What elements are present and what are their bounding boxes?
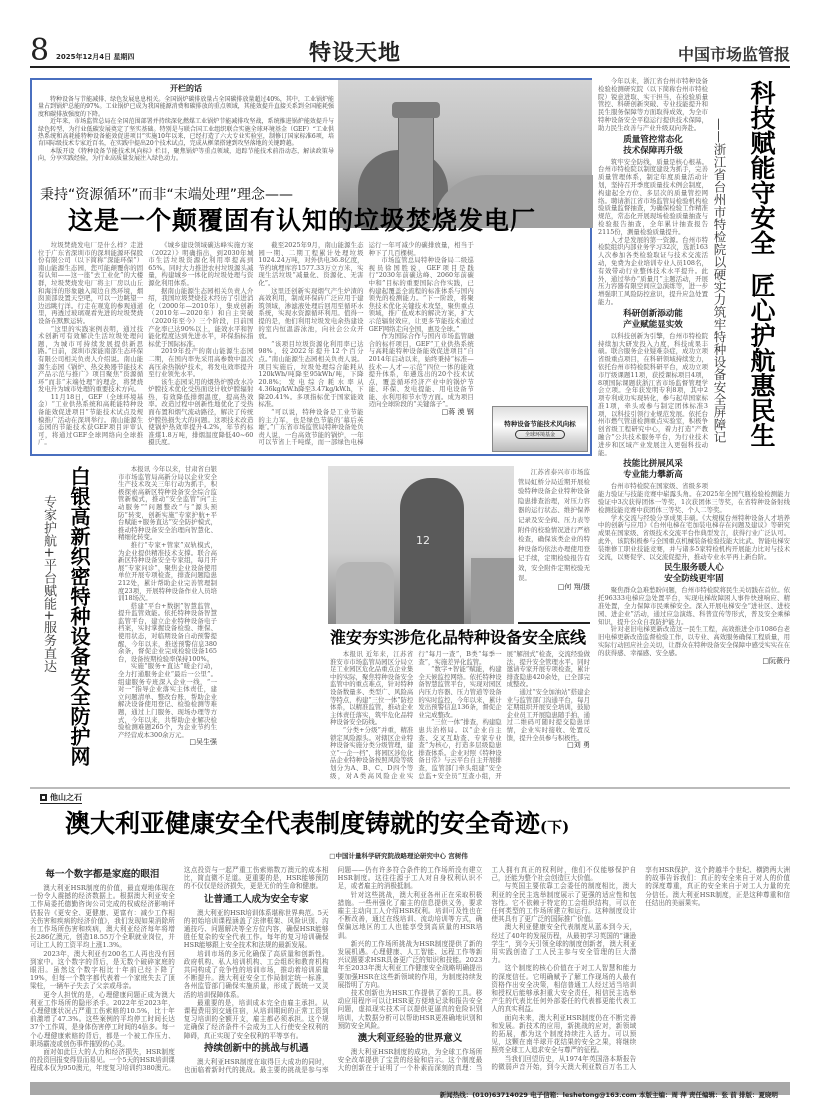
body-paragraph: 垃圾焚烧发电厂是什么样？走进位于广东省深圳市的深圳能源环保股份有限公司（以下简称“深能环保”）南山能源生态园，您可能颠覆你的固有认知——这一座“去工业化”的大楼群，垃圾焚烧发电厂将主厂房以山丘和海洋的形象融入周边自然环境，烟囱顶部设置天空吧，可以一边眺望一边远眺行洋。行走在观览的参观通道里，再透过玻璃观看先进的垃圾焚烧设备在默默运转。 [38,241,144,325]
body-paragraph: 该生态园采用的烟热炉膛改水冷炉膛技术优化受热面设计收炉膛辐射热，有效降低排烟温度，提高热效率。改造过程中创新性地优化了受热面布置和烟气流动路径，解决了传统炉膛热损失大的问题。这项技术改造使锅炉热效率提升4.2%，年节约标准煤1.8万吨，排烟温度降低40~60摄氏度。 [148,377,254,447]
body-paragraph: 面对如此巨大的人力和经济损失，HSR制度的投资回报变得显而易见。一个5天的HSR培训课程成本仅为950澳元，年度复习培训约380澳元。这点投资与一起严重工伤索赔数万澳元的成本相比，简直微不足道。更重要的是，HSR能够预防的不仅仅是经济损失，更是无价的生命和健康。 [30,866,329,1073]
caption-text: 江苏省泰兴市市场监管局虹桥分局近期开展检验特种设备企业特种设备隐患排查治理，对压力容器的运行状态、维护保养记录及安全阀、压力表等附件的校验情况进行严格检查，确保该类企业的特种设备均依法办理使用登记手续，定期检验报告有效，安全附件定期校验无误。 [518,468,590,582]
body-paragraph: 通过“安全加油站”搭建企业与监管部门沟通平台，每月定期组织开展安全培训，鼓励企业员工开展隐患随手拍，通过二维码可随时提交隐患详情，企业实时接收、处置反馈，提升全员参与积极性。 [506,687,590,742]
page-header [30,33,790,68]
pressure-tank [400,478,464,624]
author-credit: □刘 勇 [567,741,590,750]
baiyin-body [118,466,322,782]
body-paragraph: 台州市特检院在国家级、省级多项能力验证与技能竞赛中崭露头角。在2025年全国气瓶检验检测能力验证中3次获得团体一等奖，1次获团体三等奖，在省特种设备射线检测技能竞赛中获团体三等奖、个人二等奖。 [598,482,790,514]
top-article [30,78,592,456]
article-headline: 这是一个颠覆固有认知的垃圾焚烧发电厂 [68,206,537,235]
huaian-headline: 淮安夯实涉危化品特种设备安全底线 [330,628,587,647]
body-paragraph: 以科技创新为引擎，台州市特检院持续加大研发投入力度，科技成果丰硕。联合服务企业疑难杂症，成功立项省级重点项目，在科研领域持续发力，依托台州市特检院科研平台，成功立项市厅级课题11项，获授课标项目4项，8项国际课题获浙江省市场监督管理学会立项。全年获发明专利8项，其中2项专利成功实现转化，参与起草国家标准1项，牵头或参与制定团体标准3项，以科技引领行业规范发展。依托台州市燃气管道检测重点实验室，积极争创省级工程研究中心，着力打造“产教融合”公共技术服务平台，为行业技术进步和区域产业发展注入更强科技动能。 [598,331,708,457]
body-paragraph: 面向未来，澳大利亚HSR制度仍在不断完善和发展。新技术的应用，新挑战的应对，新领域的拓展，都为这个制度持续注入活力。可以预见，这颗在南半球开花结果的安全之果，将继续照亮全球工人追求安全与尊严的征程。 [491,1013,637,1055]
byline: □中国计量科学研究院战略理论研究中心 宫树伟 [329,852,468,860]
inspection-photo [328,466,514,624]
body-paragraph: 这里还创新实现烟气产生炉渣的高效利用，制成环保砖广泛应用于建筑领域，渗滤液处理后回用至循环水系统，实现水资源循环利用。值得一提的是，他们利用垃圾发电余热建设的室内恒温游泳池，向社会公众开放。 [258,286,364,341]
body-paragraph: 本报讯 近年来，江苏省淮安市市场监管局园区分局立足工业园区危化品重点企业集中的实际，聚焦特种设备安全监管中的重点难点，针对特种设备数量多、类型广、风险高等特点，构建“三位一体”防控体系，以精准监管，推动企业主体责任落实，筑牢危化品特种设备安全防线。 [330,650,414,727]
body-paragraph: 针对这些挑战，澳大利亚各州正在采取积极措施。一些州强化了雇主的信息提供义务，要求雇主主动向工人介绍HSR权利。培训可及性也在不断改善，通过在线培训、流动培训等方式，确保偏远地区的工人也能享受到高质量的HSR培训。 [337,890,483,940]
body-paragraph: 据南山能源生态园相关负责人介绍，我国垃圾焚烧技术经历了引进消化（2000年—2010年）、集成创新（2010年—2020年）和自主突破（2020年至今）三个阶段，目前国产化率已达90%以上，能效水平和智能化程度达到先进水平，环保指标指标优于国际标准。 [148,286,254,348]
body-paragraph: 实施“服务+直达”暖企行动，全力打通服务企业“最后一公里”。组建服务专班深入企业一线，“一对一”指导企业落实主体责任，建立问题清单、整改台账，帮助企业解决设备使用登记、检验检测等难题，通过上门服务、现场办理等方式，今年以来，共帮助企业解决检验检测难题265个，为企业节约生产经营成本300余万元。 [118,662,217,739]
body-paragraph: 澳大利亚HSR制度的成功，为全球工作场所安全改革提供了宝贵的经验和启示。这个制度最大的创新在于证明了一个朴素而深刻的真理：当工人拥有真正的权利时，他们不仅能够保护自己，还能为整个社会创造巨大价值。 [337,866,637,1073]
body-paragraph: “分类+分级”并重，精准锁定风险源头。对辖区企业特种设备实施分类分级管理，建立“一企一档”，将园区涉危化品企业特种设备按照风险等级划分为A、B、C、D四个等级，对A类高风险企业实行“每月一查”，B类“每季一查”，实施差异化监管。 [330,650,502,780]
body-paragraph: 今年以来，浙江省台州市特种设备检验检测研究院（以下简称台州市特检院）锐意进取、实干担当，在检验质量管控、科研创新突破、专业技能提升和民生服务保障等方面取得成效，为全市特种设备安全平稳运行提供技术保障，助力民生改善与产业升级双向奔赴。 [598,77,708,132]
right-title-block [708,78,790,490]
baiyin-headline: 白银高新织密特种设备安全防护网 [67,466,91,766]
subheading: 技能比拼展风采 专业能力攀新高 [623,459,683,481]
body-paragraph: 作为国际合作与国内市场监管融合的标杆项目，GEF“工业供热系统与高耗能特种设备能效促进项目”自2014年启动以来，始终秉持“标准—技术—人才—示范”四位一体的能效提升体系，年遴选出的20个技术试点，覆盖循环经济产业中的锅炉节能、环保、发电提能、用电设备节能、水利用和节水等方面。成为项目迈向全球阶段的“关键落子”。 [368,332,474,409]
intro-title: 开栏的话 [170,84,202,93]
body-paragraph: 本报讯 今年以来，甘肃省白银市市场监管局高新分局以企业安全生产技术攻关三年行动为抓手，积极探索高新区特种设备安全综合监管新模式，推动“安全监管”向“主动服务”“问题整改”与“源头预防”转变，创新实施“专家护航+平台赋能+服务直达”安全防护模式，推动特种设备安全治理向智慧化、精细化转变。 [118,465,217,542]
subheading: 民生服务暖人心 安全防线更牢固 [664,563,724,585]
body-paragraph: 推行“专家+管家”双轨模式，为企业提供精准技术支撑。联合高新区特种设备安全专家组，每月开展“专家问诊”，聚焦企业设备使用单位开展专项检查，排查问题隐患212处，累计帮助企业完善管理制度23项，开展特种设备作业人员培训18场次。 [118,540,217,603]
body-paragraph: 11月18日，GEF（全球环境基金）“工业供热系统和高耗能特种设备能效促进项目”节能技术试点及规模推广活动在深圳举行。南山能源生态园的节能技术获GEF项目评审认可，将通过GEF全球网络向全球推广。 [38,392,144,447]
subheading: 澳大利亚经验的世界意义 [357,1033,463,1045]
section-title: 特设天地 [308,40,401,66]
body-paragraph: 2023年，澳大利亚有200名工人再也没有回到家中。这个数字的背后，是无数个破碎家庭的眼泪。虽然这个数字相比十年前已经下降了19%，但每一个数字都代表着一个家庭失去了顶梁柱，一辆车子失去了父亲或母亲。 [30,949,175,991]
body-paragraph: 澳大利亚HSR制度的价值，最直观地体现在一份令人震撼的经济数据上。根据澳大利亚安全工作局委托德勤咨询公司完成的权威经济影响评估报告《更安全、更健康、更富有：减少工作相关伤害和疾病的经济价值》，我们发现如果消除所有工作场所伤害和疾病，澳大利亚经济每年将增长286亿澳元，创造18.55万个全职就业岗位，并可让工人的工资平均上涨1.3%。 [30,884,175,950]
subheading: 科研创新添动能 产业赋能显实效 [623,308,683,330]
body-paragraph: “该项目垃圾资源化利用率已达98%，较2022年提升12个百分点。”南山能源生态园相关负责人说。项目实施后，垃圾处理综合能耗从120kWh/吨降至95kWh/吨，下降20.8%；发电综合耗水率从4.36kg/kW.h降至3.47kg/kW.h，下降20.41%。多项指标优于国家能效标准。 [258,339,364,409]
body-paragraph: 新兴的工作场所挑战为HSR制度提供了新的发展机遇。心理健康、人工智能、远程工作等新兴议题要求HSR具备更广泛的知识和技能。2023年至2033年澳大利亚工作健康安全战略明确提出要加强HSR在这些新领域的作用，为制度持续发展指明了方向。 [337,939,483,989]
section-divider [30,787,790,789]
right-headline: 科技赋能守安全 匠心护航惠民生 [747,80,776,448]
body-paragraph: 更令人担忧的是，心理健康问题正成为澳大利亚工作场所的隐形杀手。2022年至2023年，心理健康状况占严重工伤索赔的10.5%，比十年前激增了47.3%。这些案例的平均停工时间长达37个工作周，是身体伤害停工时间的4倍多。每一个心理健康索赔的背后，都是一个被工作压力、职场霸凌或创伤事件摧毁的心灵。 [30,990,175,1048]
body-paragraph: 搭建“平台+数据”智慧监管，提升监管效能。依托特种设备智慧监管平台，建立企业特种设备电子档案，实时掌握设备检验、维保、使用状态，对临期设备自动预警提醒，今年以来，推送预警信息380余条，督促企业完成检验设备165台，设备按期检验率保持100%。 [118,601,217,663]
body-paragraph: 人才是发展的第一资源。台州市特检院组织内部业务学习32次，选派163人次参加各类检验取证与技术交流活动，免费为企业培训专业人员108名，有效带动行业整体技术水平提升。此外，通过举办“质量月”主题活动，开展压力容器有限空间应急演练等，进一步增强职工风险防控意识，提升应急处置能力。 [598,235,708,306]
badge-subtitle: 全球环境基金 [515,430,565,439]
body-paragraph: 澳大利亚HSR制度在取得巨大成功的同时，也面临着新时代的挑战。最主要的挑战是参与率问题——仍有许多符合条件的工作场所没有建立HSR制度。这往往源于工人对自身权利认识不足，或者雇主的消极抵制。 [183,866,483,1075]
right-title-sub: ——浙江省台州市特检院以硬实力筑牢特种设备安全屏障记 [712,118,727,443]
body-paragraph: 截至2025年9月，南山能源生态园一期、二期工程累计处理垃圾1024.24万吨，对外供电36.8亿度，节约填埋库容1577.33万立方米，实现生活垃圾“减量化、资源化、无害化”。 [258,241,364,287]
body-paragraph: 澳大利亚的HSR培训体系堪称世界典范。5天的初始培训课程涵盖了法律框架、风险识别、沟通技巧、问题解决等全方位内容，确保HSR能够胜任复杂的安全代表工作。每年的复习培训确保HSR能够跟上安全技术和法规的最新发展。 [183,908,329,950]
issue-date: 2025年12月4日 星期四 [56,53,135,61]
footer-bar [30,1082,790,1099]
author-credit: □吴生强 [189,738,217,747]
body-paragraph: 市场监管总局特种设备局二级巡视员徐国胜说，GEF项目是践行“2030年前碳达峰、2060年前碳中和”目标的重要国际合作实践，已构建起覆盖全流程的标准体系与国内领先的检测能力。“下一阶段，将聚焦技术优化关键技术攻坚，聚焦重点领域，推广低成本的解决方案，扩大示范辐射效应，让更多节能技术通过GEF网络走向全国，惠及全球。” [368,256,474,333]
body-paragraph: 培训市场的多元化确保了高质量和创新性。政府机构、私人培训机构、工会组织和教育机构共同构成了竞争性的培训市场，推动着培训质量不断提升。澳大利亚安全工作局制定统一标准，各州监管部门确保实施质量，形成了既统一又灵活的培训保障体系。 [183,949,329,999]
intro-paragraph: 本版开设《特种设备节能技术风向标》栏目，聚焦锅炉等重点领域，追踪节能技术前沿动态，解读政策导向，分享实践经验，为行业高质量发展注入绿色动力。 [38,147,334,163]
headline-part: (下) [540,818,570,836]
column-tag [40,793,82,804]
bottom-body [30,866,790,1078]
author-credit: □蒋 漠 钢 [441,408,474,417]
body-paragraph: 澳大利亚健康安全代表制度从蓝本到今天，经过了40年的发展历程，从最初学习英国的“谦逊学生”，到今天引领全球的制度创新者，澳大利亚用实践创造了工人民主参与安全管理的巨大潜力。 [491,923,637,965]
headline-text: 澳大利亚健康安全代表制度铸就的安全奇迹 [65,809,541,838]
body-paragraph: 这个制度的核心价值在于对工人智慧和能力的深度信任。它明确赋予了解工作现场的人最有资格作出安全决策，相信普通工人经过适当培训和授权后能够承担重大安全责任，相信民主选举产生的代表比任何外部委任的代表都更能代表工人的真实利益。 [491,964,637,1014]
subheading: 每一个数字都是家庭的眼泪 [45,869,160,880]
badge-title: 特种设备节能技术风向标 [504,420,576,428]
body-paragraph: 2019年投产的南山能源生态园二期，在国内率先采用高参数中温次高压余热锅炉技术，将发电效率提升至行业领先水平。 [148,347,254,379]
huaian-body [330,651,590,784]
subheading: 持续创新中的挑战与机遇 [203,1042,309,1054]
body-paragraph: 筑牢安全防线，质量是核心根基。台州市特检院以制度建设为抓手，完善质量管理体系，制定年度质量活动计划，坚持召开季度质量技术例会制度，构建起全方位、多层次的质量管控网络。聘请浙江省市场监管局检验机构检验质量监督抽查，为确保检验工作精准规范，常态化开展现场检验质量抽查与检验报告抽查，全年累计抽查报告2115份，测量检验质量提升。 [598,157,708,236]
subheading: 质量管控常态化 技术保障再升级 [623,134,683,156]
tag-icon [40,794,47,801]
subheading: 让普通工人成为安全专家 [203,893,309,905]
paper-logo: 中国市场监管报 [677,45,790,64]
body-paragraph: “三位一体”排查，构建隐患共治格局。以“企业自主查、交叉互助查、专家专业查”为核心，打造多层级隐患排查体系。企业对照《特种设备日常》与云平台自主开展排查，监管部门牵头组建“安全总监+安全员”互查小组，开展“解剖式”检查，交流经验做法，提升安全管理水平。同时邀请专家开展专项检查，累计排查隐患420余处，已全部完成整改。 [418,650,590,780]
author-credit: □阮薇丹 [762,656,790,665]
intro-paragraph: 特种设备与节能减排、绿色发展息息相关。全国锅炉碳排放量占全国碳排放量超过40%，其中，工业锅炉能量占到锅炉总能的97%。工业锅炉已成为我国能源消费和碳排放的重点领域，其能效提升直接关系到全国能耗强度和碳排放强度的下降。 [38,96,334,118]
bottom-headline [65,808,569,843]
photo-credit: □何 翔/摄 [557,583,590,592]
body-paragraph: “数字+智能”赋能，构建全天候监控网络。依托特种设备智慧监管平台，实现对园区内压力容器、压力管道等设备的实时监控，今年以来，累计发出预警信息136条，督促企业完成整改。 [418,665,502,719]
column-intro [38,84,334,163]
baiyin-subtitle: 专家护航+平台赋能+服务直达 [41,495,56,673]
photo-caption [518,468,590,624]
body-paragraph: “这里的实践案例表明，通过技术创新可有效解决生活垃圾处理问题，为城市可持续发展提供新思路。”日前，深圳市深能南部生态环保有限公司相关负责人介绍说。南山能源生态园《锅炉、热交换器节能技术产品示范与推广》项目聚焦“资源循环”而非“末端处理”的理念，将焚烧发电升为城市处理的重要技术方向。 [38,324,144,394]
body-paragraph: 技术创新也为HSR工作提供了新的工具。移动应用程序可以让HSR更方便地记录和报告安全问题，虚拟现实技术可以提供更逼真的危险识别培训，大数据分析可以帮助HSR更准确地识别和预防安全风险。 [337,989,483,1030]
footer-credits: 新闻热线：(010)63714029 电子信箱：leshetong@163.com 本版主编：周 萍 责任编辑：张 前 排版：夏晓明 [439,1091,778,1099]
body-paragraph: 当我们回望历史，从1974年英国洛本斯报告的微弱声音开始，到今天澳大利亚数百万名工人享有HSR保护，这个跨越半个世纪、横跨两大洲的故事告诉我们：真正的安全来自于对人的价值的深度尊重，真正的安全来自于对工人力量的充分信任。澳大利亚HSR制度，正是这种尊重和信任结出的美丽果实。 [491,866,790,1071]
body-paragraph: 聚焦群众急难愁盼问题，台州市特检院将民生关切践在首位。依托96333电梯应急处置平台，实现电梯故障困人事件快速响应、精准处置，全力保障市民乘梯安全。深入开展电梯安全“进社区、进校园、进企业”活动，通过应急演练、科普宣传等形式，普及安全乘梯知识，提升公众自我防护能力。 [598,586,790,626]
body-paragraph: 最重要的是，培训成本完全由雇主承担。从课程费用到交通住宿，从培训期间的正常工资到复习培训的全额开支，雇主都必须承担。这个规定确保了经济条件不会成为工人行使安全权利的障碍，真正实现了安全权利的平等享有。 [183,998,329,1040]
body-paragraph: 学术交流与经验分享成果丰硕。《大规模台州特种设备人才培养中的创新与应用》《台州电梯在宅加装电梯存在问题及建议》等研究成果在国家级、省级技术交流平台作典型发言，获得行业广泛认可。此外，该院积极参与全国重点机械装备检验技能大比武、智能电梯安装维修工职业技能竞赛，并与诸多5家特检机构开展能力比对与技术交流，以赛促学、以交流促提升，推动专业水平再上新台阶。 [598,513,790,561]
body-paragraph: 针对老旧电梯更新改造这一民生工程，高效推进全市1086台老旧电梯更新改造监督检验工作，以专业、高效服务确保工程质量，用实际行动回应社会关切，让群众在特种设备安全保障中感受实实在在的获得感、幸福感、安全感。 [598,625,790,657]
page-number: 8 [30,33,50,68]
column-badge [492,406,588,452]
tank-number: 12 [416,534,430,547]
right-article [598,78,790,784]
article-kicker: 秉持“资源循环”而非“末端处理”理念—— [40,187,294,203]
body-paragraph: 与英国主要依靠工会委任的制度相比，澳大利亚的全民主选举制度展示了更强的适应性和包容性。它不依赖于特定的工会组织结构，可以在任何类型的工作场所建立和运行。这种制度设计使其具有了更广泛的国际推广价值。 [491,882,637,924]
tag-label: 他山之石 [50,793,82,802]
body-paragraph: 《城乡建设领域碳达峰实施方案（2022）》明确指出，到2030年城市生活垃圾资源化利用率提高到65%。同时大力推进农村垃圾源头减量，构建城乡一体化的垃圾处理与资源化利用体系。 [148,241,254,287]
intro-paragraph: 近年来，市场监管总局在全国范围部署并持续深化燃煤工业锅炉节能减排攻坚战，系统推进锅炉能效提升与绿色转型，为行业低碳发展奠定了坚实基础。特别是与联合国工业组织联合实施全球环境基金（GEF）“工业供热系统和高耗能特种设备能效促进项目”实施10年以来，已经打造了六大专业实验室，制修订国家标准6项，培育国际级技术专家近百名，在实践中提出20个技术试点，完成从框架搭建到攻坚落地的关键跨越。 [38,118,334,148]
body-paragraph: “可以说，特种设备是工业节能的主力军，也是绿色节能的‘幕后英雄’。”广东省市场监管局特种设备处负责人说，一台高效节能的锅炉，一年可以节省上千吨煤，而一部绿色电梯运行一年可减少的碳排放量，相当于种下了几百棵树。 [258,241,474,447]
